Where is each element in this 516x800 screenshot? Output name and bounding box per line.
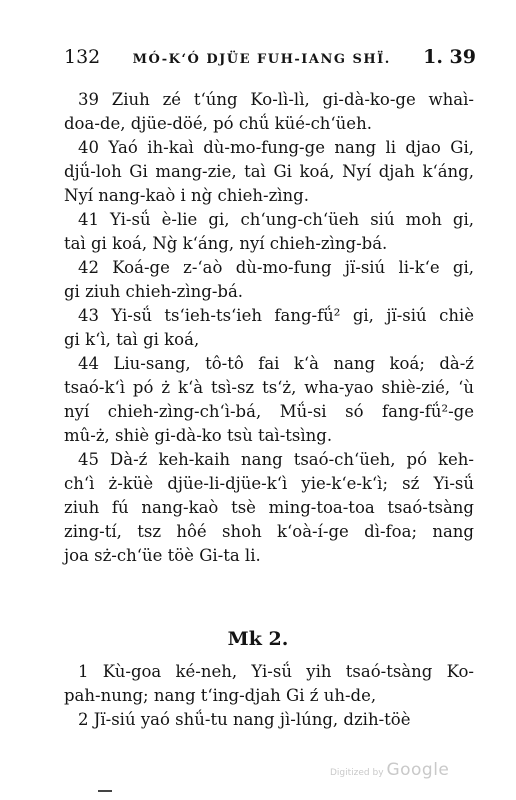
verse-line: pah-nung; nang t‘ing-djah Gi ź uh-de, (64, 686, 377, 705)
page-header (64, 46, 476, 72)
verse-line: 1 Kù-goa ké-neh, Yi-sǘ yih tsaó-tsàng Ko- (78, 662, 474, 681)
running-title: MÓ-K‘Ó DJÜE FUH-IANG SHÏ. (132, 52, 391, 67)
verse (64, 88, 474, 136)
verse-line: 39 Ziuh zé t‘úng Ko-lì-lì, gi-dà-ko-ge whaì- (78, 90, 474, 109)
verse-line: taì gi koá, Ng̀ k‘áng, nyí chieh-zìng-bá. (64, 234, 388, 253)
verse-line: ch‘ì ż-küè djüe-li-djüe-k‘ì yie-k‘e-k‘ì; sź Yi-sǘ (64, 474, 474, 493)
verse (64, 256, 474, 304)
google-logo: Google (386, 760, 450, 780)
verse-line: nyí chieh-zìng-ch‘ì-bá, Mǘ-si só fang-fǘ²-ge (64, 402, 474, 421)
verse-line: 42 Koá-ge z-‘aò dù-mo-fung jï-siú li-k‘e gi, (78, 258, 474, 277)
verse-line: djǘ-loh Gi mang-zie, taì Gi koá, Nyí djah k‘áng, (64, 162, 474, 181)
chapter-heading: Mk 2. (227, 628, 289, 650)
verse-line: gi k‘ì, taì gi koá, (64, 330, 200, 349)
verse (64, 208, 474, 256)
verse-line: 43 Yi-sǘ ts‘ieh-ts‘ieh fang-fǘ² gi, jï-siú chiè (78, 306, 474, 325)
verse-line: 45 Dà-ź keh-kaih nang tsaó-ch‘üeh, pó keh- (78, 450, 474, 469)
verse-line: tsaó-k‘ì pó ż k‘à tsì-sz ts‘ż, wha-yao shiè-zié, ‘ù (64, 378, 474, 397)
verse (64, 136, 474, 208)
verse (64, 660, 474, 708)
verse-line: Nyí nang-kaò i ng̀ chieh-zìng. (64, 186, 309, 205)
verse (64, 448, 474, 568)
chapter-verse-reference: 1. 39 (423, 46, 476, 68)
verse-line: gi ziuh chieh-zìng-bá. (64, 282, 244, 301)
verse-line: 41 Yi-sǘ è-lie gi, ch‘ung-ch‘üeh siú moh gi, (78, 210, 474, 229)
verse-block-chapter-2 (64, 660, 474, 732)
verse-line: 2 Jï-siú yaó shǘ-tu nang jì-lúng, dzih-töè (78, 710, 411, 729)
verse-block-chapter-1 (64, 88, 474, 568)
verse (64, 352, 474, 448)
verse (64, 304, 474, 352)
verse (64, 708, 474, 732)
verse-line: 40 Yaó ih-kaì dù-mo-fung-ge nang li djao Gi, (78, 138, 474, 157)
verse-line: mû-ż, shiè gi-dà-ko tsù taì-tsìng. (64, 426, 333, 445)
digitized-watermark (330, 760, 449, 780)
watermark-prefix: Digitized by (330, 768, 384, 778)
verse-line: doa-de, djüe-döé, pó chǘ küé-ch‘üeh. (64, 114, 372, 133)
page-mark (98, 790, 112, 792)
verse-line: joa sż-ch‘üe töè Gi-ta li. (64, 546, 261, 565)
page-number: 132 (64, 46, 101, 68)
verse-line: 44 Liu-sang, tô-tô fai k‘à nang koá; dà-ź (78, 354, 474, 373)
verse-line: zing-tí, tsz hôé shoh k‘oà-í-ge dì-foa; nang (64, 522, 474, 541)
verse-line: ziuh fú nang-kaò tsè ming-toa-toa tsaó-tsàng (64, 498, 474, 517)
